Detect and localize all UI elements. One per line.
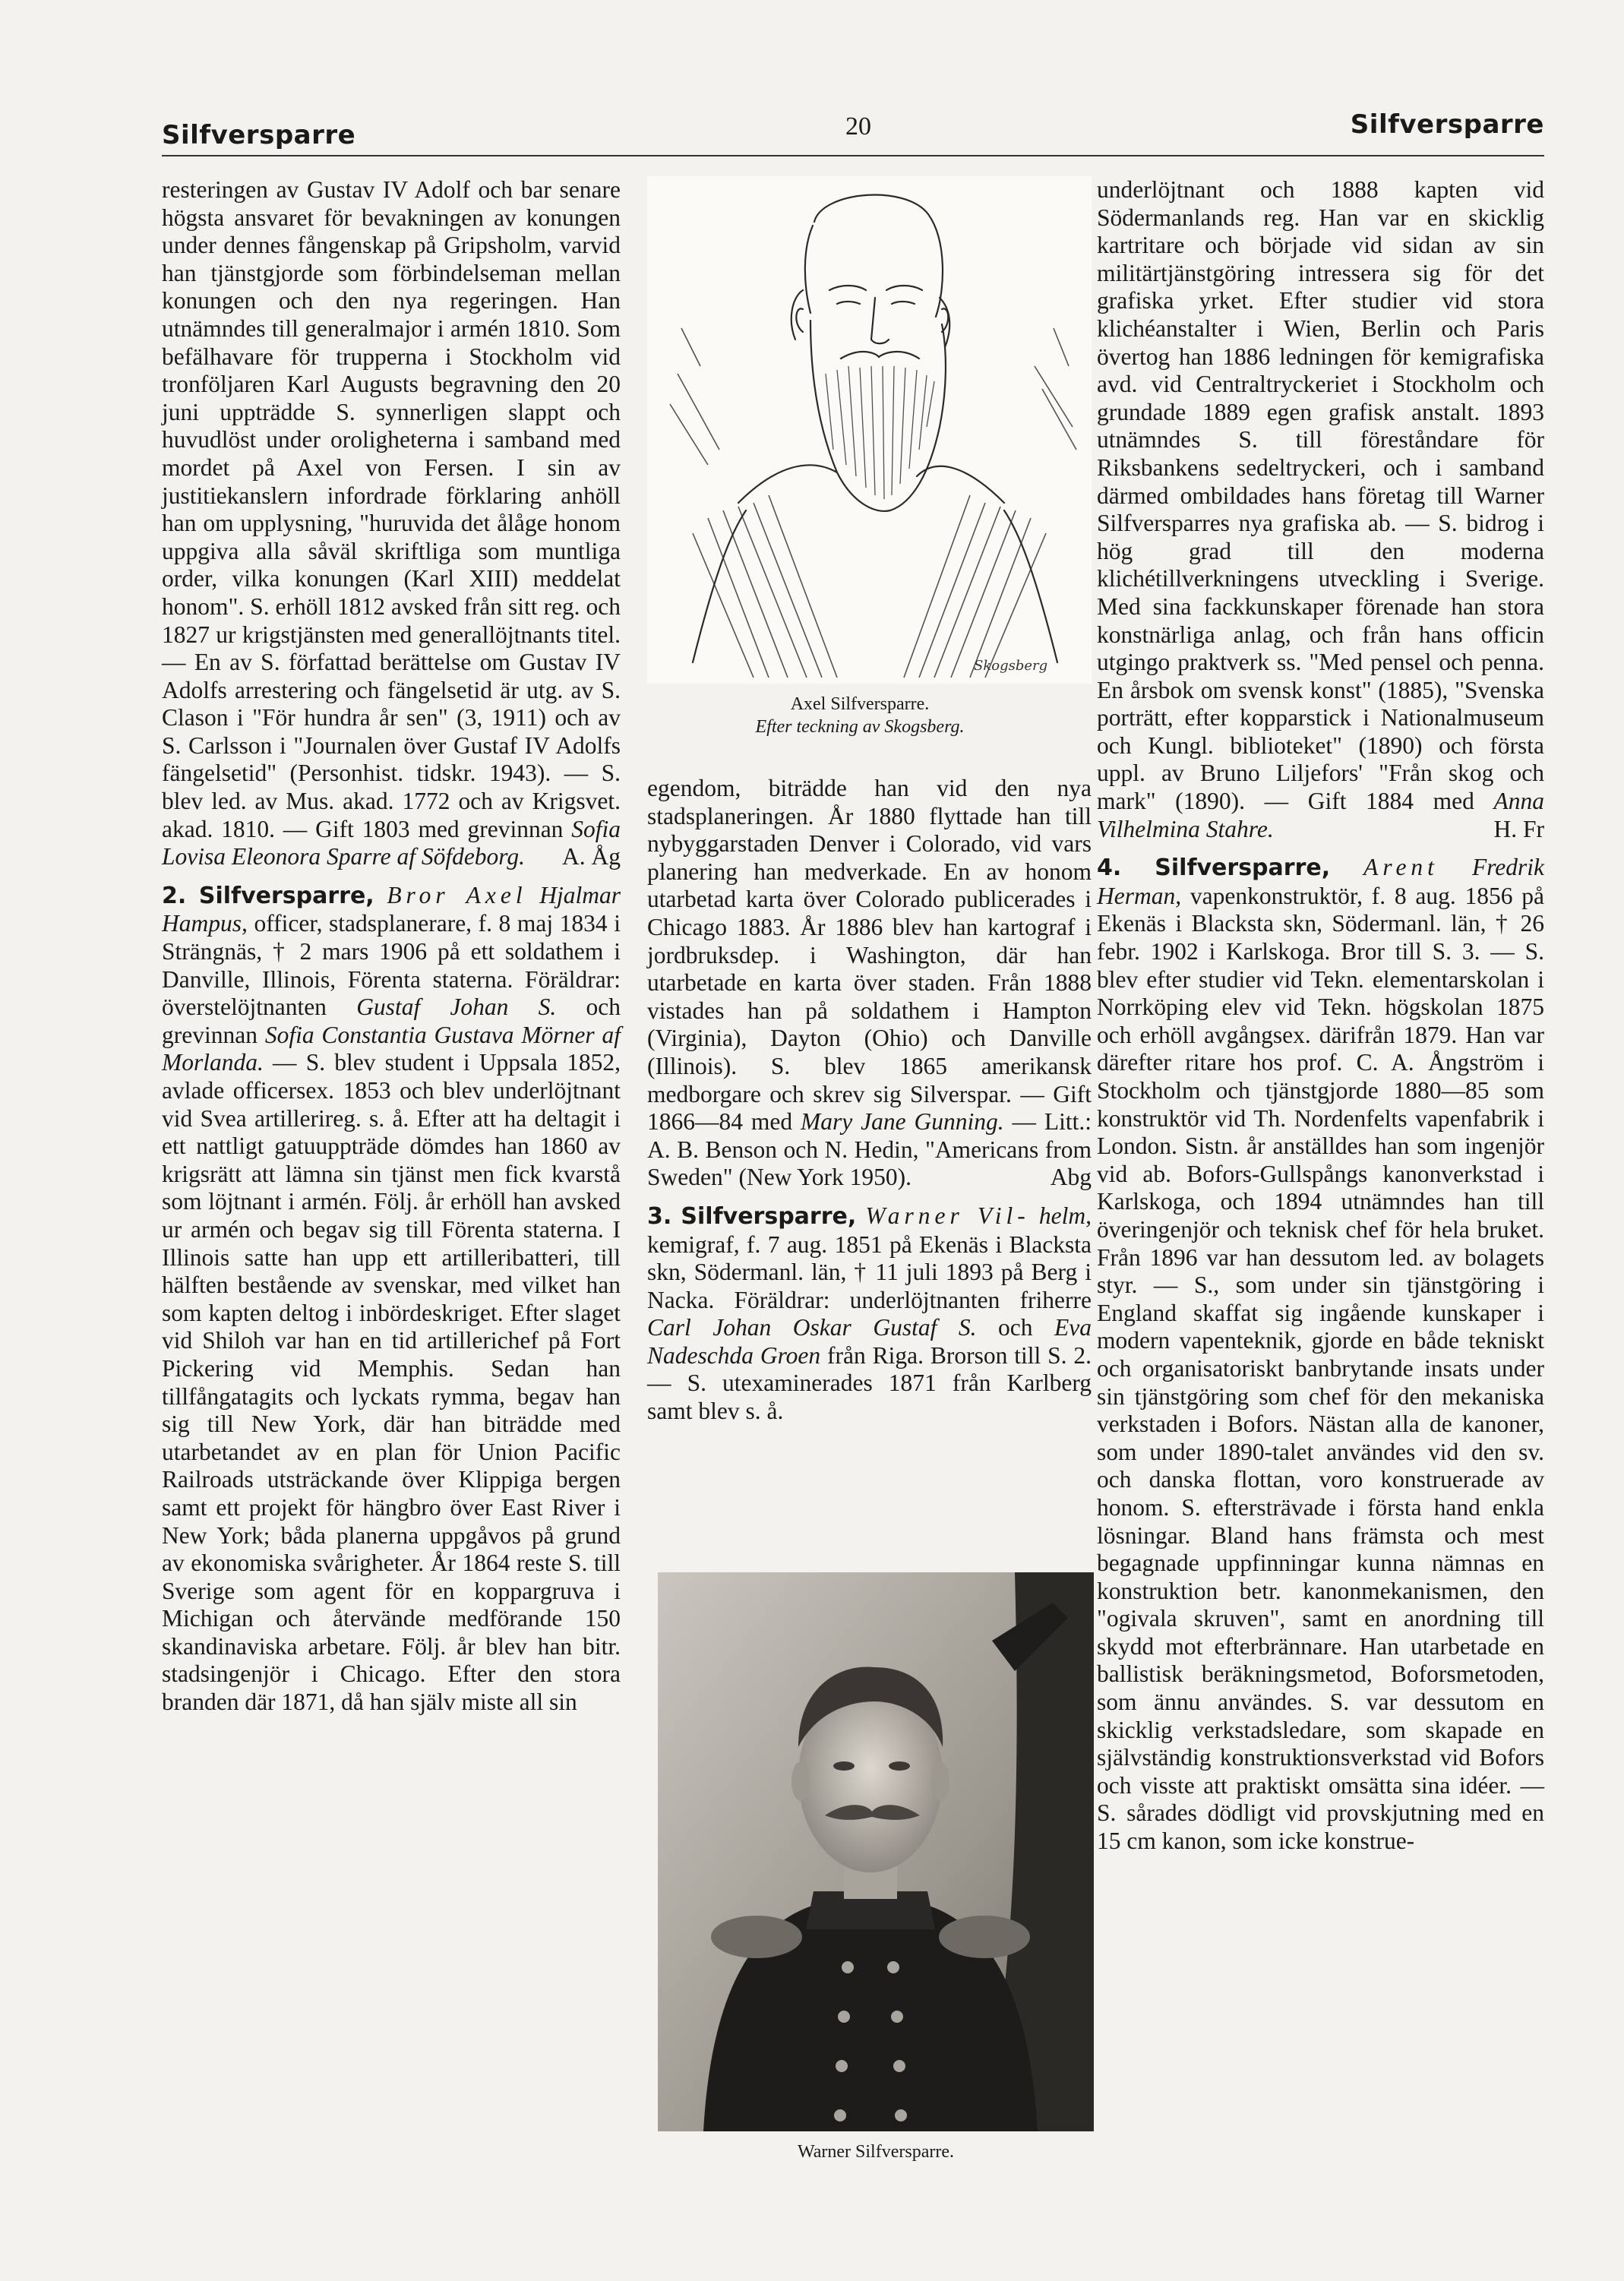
entry-3-text-c: från Riga. Brorson till S. 2. — S. utexaminerades 1871 från Karlberg samt blev s. å. <box>647 1341 1092 1425</box>
entry-2-text-b: och grevinnan <box>162 994 621 1048</box>
entry-2-cont-text: egendom, biträdde han vid den nya stadsplaneringen. År 1880 flyttade han till nybyggarstaden Denver i Colorado, vid vars planering han medverkade. En av honom utarbetad karta över Colorado publicerades i Chicago 1883. År 1886 blev han kartograf i jordbruksdep. i Washington, där han utarbetade en karta över staden. Från 1888 vistades han på soldathem i Hampton (Virginia), Dayton (Ohio) och Danville (Illinois). S. blev 1865 amerikansk medborgare och skrev sig Silverspar. — Gift 1866—84 med <box>647 775 1092 1136</box>
figure-1-caption-line1: Axel Silfversparre. <box>790 694 930 714</box>
entry-3-father: Carl Johan Oskar Gustaf S. <box>647 1314 977 1341</box>
entry-2-text-c: — S. blev student i Uppsala 1852, avlade officersex. 1853 och blev underlöjtnant vid Svea artillerireg. s. å. Efter att ha deltagit i ett nattligt gatuuppträde dömdes han 1860 av krigsrätt att lämna sin tjänst men fick kvarstå som löjtnant i armén. Följ. år erhöll han avsked ur armén och begav sig till Förenta staterna. I Illinois satte han upp ett artilleribatteri, till hälften bestående av svenskar, med vilket han som kapten deltog i inbördeskriget. Efter slaget vid Shiloh var han en tid artillerichef på Fort Pickering vid Memphis. Sedan han tillfångatagits och lyckats rymma, begav han sig till New York, där han biträdde med utarbetandet av en plan för Union Pacific Railroads utsträckande över Klippiga bergen samt ett projekt för hängbro över East River i New York; båda planerna uppgåvos på grund av ekonomiska svårigheter. År 1864 reste S. till Sverige som agent för en koppargruva i Michigan och återvände medförande 150 skandinaviska arbetare. Följ. år blev han bitr. stadsingenjör i Chicago. Efter den stora branden där 1871, då han själv miste all sin <box>162 1049 621 1716</box>
entry-4-number: 4. <box>1097 855 1122 882</box>
figure-1-caption <box>693 693 1027 738</box>
entry-3-given-italic: helm, <box>1038 1202 1092 1229</box>
entry-3-mother: Eva Nadeschda Groen <box>647 1314 1092 1369</box>
page-number: 20 <box>845 112 871 141</box>
entry-4-given-spaced: Arent <box>1363 854 1439 881</box>
entry-1-signature: A. Åg <box>562 843 621 870</box>
entry-3-number: 3. <box>647 1202 672 1230</box>
entry-3 <box>647 1202 1092 1426</box>
entry-2-father: Gustaf Johan S. <box>356 994 557 1021</box>
entry-1-wife: Sofia Lovisa Eleonora Sparre af Söfdeborg. <box>162 815 621 870</box>
figure-1-caption-line2: Efter teckning av Skogsberg. <box>755 717 965 737</box>
entry-3-text-b: och <box>998 1314 1033 1341</box>
entry-3-given-spaced: Warner Vil- <box>865 1202 1030 1229</box>
entry-2-text-a: officer, stadsplanerare, f. 8 maj 1834 i Strängnäs, † 2 mars 1906 på ett soldathem i Danville, Illinois, Förenta staterna. Föräldrar: överstelöjtnanten <box>162 910 621 1021</box>
warner-photo-svg <box>658 1572 1094 2131</box>
entry-3-wife: Anna Vilhelmina Stahre. <box>1097 788 1545 842</box>
entry-2-name: Silfversparre, <box>198 882 374 909</box>
entry-4 <box>1097 854 1544 1855</box>
artist-signature: Skogsberg <box>974 658 1048 674</box>
entry-2-literature: — Litt.: A. B. Benson och N. Hedin, "Americans from Sweden" (New York 1950). <box>647 1108 1092 1191</box>
entry-1-continuation <box>162 176 621 871</box>
running-head-left: Silfversparre <box>162 120 356 150</box>
axel-sketch-svg <box>647 176 1092 684</box>
axel-portrait-drawing <box>647 176 1092 684</box>
entry-2-given-italic: Hjalmar Hampus, <box>162 881 621 937</box>
entry-4-name: Silfversparre, <box>1155 855 1331 882</box>
entry-3-signature: H. Fr <box>1493 815 1544 842</box>
figure-2-caption: Warner Silfversparre. <box>798 2142 954 2162</box>
entry-2-given-spaced: Bror Axel <box>387 881 527 908</box>
entry-3-continuation <box>1097 176 1544 843</box>
entry-4-given-italic: Fredrik Herman, <box>1097 854 1545 909</box>
entry-4-text: vapenkonstruktör, f. 8 aug. 1856 på Ekenäs i Blacksta skn, Södermanl. län, † 26 febr. 1902 i Karlskoga. Bror till S. 3. — S. blev efter studier vid Tekn. elementarskolan i Norrköping elev vid Tekn. högskolan 1875 och erhöll avgångsex. därifrån 1879. Han var därefter ritare hos prof. C. A. Ångström i Stockholm och tjänstgjorde 1880—85 som konstruktör vid Th. Nordenfelts vapenfabrik i London. Sistn. år anställdes han som ingenjör vid ab. Bofors-Gullspångs kanonverkstad i Karlskoga, och 1894 utnämndes han till överingenjör och teknisk chef för hela bruket. Från 1896 var han dessutom led. av bolagets styr. — S., som under sin tjänstgöring i England skaffat sig ingående kunskaper i modern vapenteknik, gjorde en både tekniskt och organisatoriskt banbrytande insats under sin tjänstgöring som chef för den mekaniska verkstaden i Bofors. Nästan alla de kanoner, som under 1890-talet användes vid den sv. och danska flottan, voro konstruerade av honom. S. eftersträvade i första hand enkla lösningar. Bland hans främsta och mest begagnade uppfinningar kunna nämnas en konstruktion betr. kanonmekanismen, den "ogivala skruven", samt en anordning till skydd mot efterbrännare. Han utarbetade en ballistisk beräkningsmetod, Boforsmetoden, som ännu användes. S. var dessutom en skicklig verkstadsledare, som skapade en självständig konstruktionsverkstad vid Bofors och visste att praktiskt omsätta sina idéer. — S. sårades dödligt vid provskjutning med en 15 cm kanon, som icke konstrue- <box>1097 882 1544 1855</box>
entry-3-cont-text: underlöjtnant och 1888 kapten vid Södermanlands reg. Han var en skicklig kartritare och började vid sidan av sin militärtjänstgöring intressera sig för det grafiska yrket. Efter studier vid stora klichéanstalter i Wien, Berlin och Paris övertog han 1886 ledningen för kemigrafiska avd. vid Centraltryckeriet i Stockholm och grundade 1889 egen grafisk anstalt. 1893 utnämndes S. till föreståndare för Riksbankens sedeltryckeri, och i samband därmed ombildades hans företag till Warner Silfversparres nya grafiska ab. — S. bidrog i hög grad till den moderna klichétillverkningens utveckling i Sverige. Med sina fackkunskaper förenade han stora konstnärliga anlag, och från hans officin utgingo praktverk ss. "Med pensel och penna. En årsbok om svensk konst" (1885), "Svenska porträtt, efter kopparstick i Nationalmuseum och Kungl. biblioteket" (1890) och första uppl. av Bruno Liljefors' "Från skog och mark" (1890). — Gift 1884 med <box>1097 176 1544 815</box>
warner-portrait-photo <box>658 1572 1094 2131</box>
entry-2-wife: Mary Jane Gunning. <box>801 1108 1004 1136</box>
entry-2-signature: Abg <box>1050 1164 1092 1191</box>
entry-1-text: resteringen av Gustav IV Adolf och bar senare högsta ansvaret för bevakningen av konungen under dennes fångenskap på Gripsholm, varvid han tjänstgjorde som förbindelseman mellan konungen och den nya regeringen. Han utnämndes till generalmajor i armén 1810. Som befälhavare för trupperna i Stockholm vid tronföljaren Karl Augusts begravning den 20 juni uppträdde S. synnerligen slappt och huvudlöst under oroligheterna i samband med mordet på Axel von Fersen. I sin av justitiekanslern infordrade förklaring anhöll han om upplysning, "huruvida det ålåge honom uppgiva alla såväl skriftliga som muntliga order, vilka konungen (Karl XIII) meddelat honom". S. erhöll 1812 avsked från sitt reg. och 1827 ur krigstjänsten med generallöjtnants titel. — En av S. författad berättelse om Gustav IV Adolfs arrestering och fängelsetid är utg. av S. Clason i "För hundra år sen" (3, 1911) och av S. Carlsson i "Journalen över Gustaf IV Adolfs fängelsetid" (Personhist. tidskr. 1943). — S. blev led. av Mus. akad. 1772 och av Krigsvet. akad. 1810. — Gift 1803 med grevinnan <box>162 176 621 842</box>
figure-axel-portrait <box>647 176 1092 737</box>
entry-2 <box>162 882 621 1717</box>
entry-3-name: Silfversparre, <box>681 1202 857 1230</box>
figure-warner-photo <box>658 1572 1094 2162</box>
entry-2-mother: Sofia Constantia Gustava Mörner af Morlanda. <box>162 1021 621 1076</box>
entry-2-continuation <box>647 775 1092 1192</box>
entry-3-text-a: kemigraf, f. 7 aug. 1851 på Ekenäs i Blacksta skn, Södermanl. län, † 11 juli 1893 på Berg i Nacka. Föräldrar: underlöjtnanten friherre <box>647 1231 1092 1313</box>
header-rule <box>162 155 1544 156</box>
running-head-right: Silfversparre <box>1350 109 1544 140</box>
entry-2-number: 2. <box>162 882 187 909</box>
